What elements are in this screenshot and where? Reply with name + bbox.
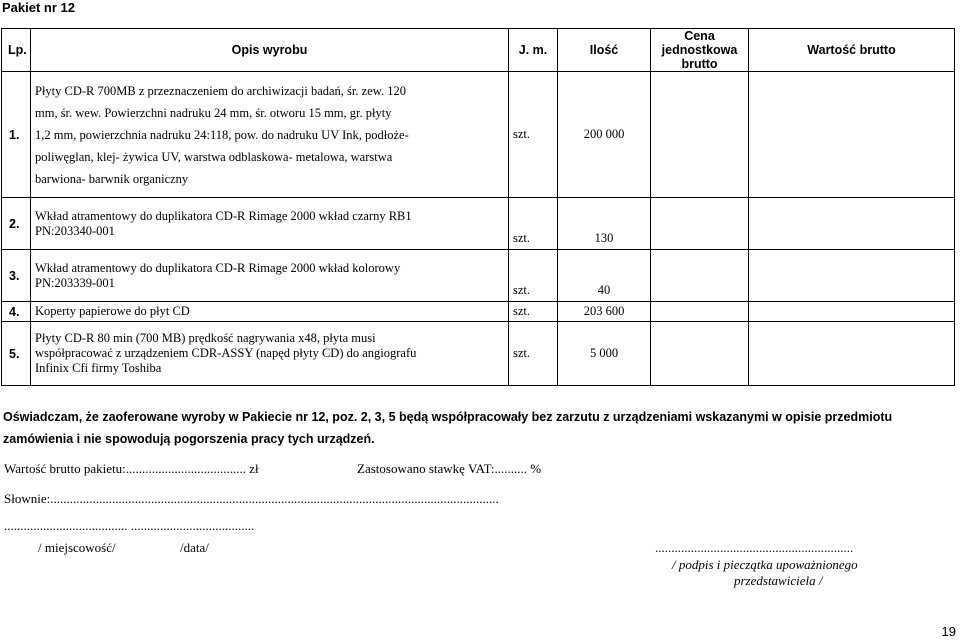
table-row	[2, 198, 955, 250]
signature-label-line2: przedstawiciela /	[734, 573, 823, 588]
total-value-cell[interactable]	[749, 302, 955, 322]
header-lp: Lp.	[2, 29, 31, 72]
place-label: / miejscowość/	[38, 540, 116, 555]
table-row	[2, 72, 955, 198]
row-number: 2.	[2, 198, 31, 250]
total-value-cell[interactable]	[749, 250, 955, 302]
unit-price-cell[interactable]	[651, 250, 749, 302]
row-quantity: 200 000	[558, 72, 651, 198]
package-total-field[interactable]: Wartość brutto pakietu:..................................... zł	[4, 461, 259, 476]
row-quantity: 203 600	[558, 302, 651, 322]
row-description	[31, 72, 509, 198]
row-unit: szt.	[509, 250, 558, 302]
total-value-cell[interactable]	[749, 72, 955, 198]
signature-dots[interactable]: .............................................................	[655, 540, 854, 555]
desc-line: współpracować z urządzeniem CDR-ASSY (napęd płyty CD) do angiografu	[35, 346, 417, 360]
desc-line: mm, śr. wew. Powierzchni nadruku 24 mm, śr. otworu 15 mm, gr. płyty	[35, 105, 392, 120]
header-unit-price-line2: brutto	[681, 57, 718, 71]
signature-label-line1: / podpis i pieczątka upoważnionego	[672, 557, 858, 572]
row-number: 1.	[2, 72, 31, 198]
place-date-dots[interactable]: ...................................... ......................................	[4, 518, 255, 533]
desc-line: Wkład atramentowy do duplikatora CD-R Rimage 2000 wkład czarny RB1	[35, 208, 412, 223]
page-number: 19	[941, 624, 956, 639]
compatibility-statement	[3, 406, 953, 450]
table-row	[2, 302, 955, 322]
header-unit-price-line1: Cena jednostkowa	[661, 29, 738, 57]
header-unit-price	[651, 29, 749, 72]
desc-line: Płyty CD-R 700MB z przeznaczeniem do archiwizacji badań, śr. zew. 120	[35, 83, 406, 98]
unit-price-cell[interactable]	[651, 322, 749, 386]
vat-rate-field[interactable]: Zastosowano stawkę VAT:.......... %	[357, 461, 542, 476]
header-unit: J. m.	[509, 29, 558, 72]
total-value-cell[interactable]	[749, 198, 955, 250]
desc-line: PN:203339-001	[35, 275, 115, 290]
row-description	[31, 198, 509, 250]
header-quantity: Ilość	[558, 29, 651, 72]
offer-table	[1, 28, 955, 386]
desc-line: Wkład atramentowy do duplikatora CD-R Rimage 2000 wkład kolorowy	[35, 260, 401, 275]
table-row	[2, 250, 955, 302]
row-number: 4.	[2, 302, 31, 322]
amount-in-words-field[interactable]: Słownie:..........................................................................................................................................	[4, 491, 499, 506]
header-total-value: Wartość brutto	[749, 29, 955, 72]
package-title: Pakiet nr 12	[2, 0, 75, 15]
table-header-row	[2, 29, 955, 72]
table-row	[2, 322, 955, 386]
unit-price-cell[interactable]	[651, 72, 749, 198]
row-quantity: 5 000	[558, 322, 651, 386]
desc-line: PN:203340-001	[35, 223, 115, 238]
row-unit: szt.	[509, 302, 558, 322]
row-number: 5.	[2, 322, 31, 386]
desc-line: Płyty CD-R 80 min (700 MB) prędkość nagrywania x48, płyta musi	[35, 331, 376, 345]
desc-line: 1,2 mm, powierzchnia nadruku 24:118, pow. do nadruku UV Ink, podłoże-	[35, 127, 409, 142]
total-value-cell[interactable]	[749, 322, 955, 386]
row-description	[31, 302, 509, 322]
date-label: /data/	[180, 540, 209, 555]
desc-line: Infinix Cfi firmy Toshiba	[35, 361, 162, 375]
row-number: 3.	[2, 250, 31, 302]
row-description	[31, 322, 509, 386]
row-unit: szt.	[509, 72, 558, 198]
unit-price-cell[interactable]	[651, 302, 749, 322]
row-quantity: 130	[558, 198, 651, 250]
statement-line: Oświadczam, że zaoferowane wyroby w Pakiecie nr 12, poz. 2, 3, 5 będą współpracowały bez zarzutu z urządzeniami wskazanymi w opisie przedmiotu	[3, 410, 893, 424]
desc-line: Koperty papierowe do płyt CD	[35, 304, 190, 318]
row-unit: szt.	[509, 198, 558, 250]
desc-line: poliwęglan, klej- żywica UV, warstwa odblaskowa- metalowa, warstwa	[35, 149, 393, 164]
unit-price-cell[interactable]	[651, 198, 749, 250]
statement-line: zamówienia i nie spowodują pogorszenia pracy tych urządzeń.	[3, 432, 375, 446]
row-description	[31, 250, 509, 302]
row-unit: szt.	[509, 322, 558, 386]
row-quantity: 40	[558, 250, 651, 302]
desc-line: barwiona- barwnik organiczny	[35, 171, 189, 186]
header-description: Opis wyrobu	[31, 29, 509, 72]
